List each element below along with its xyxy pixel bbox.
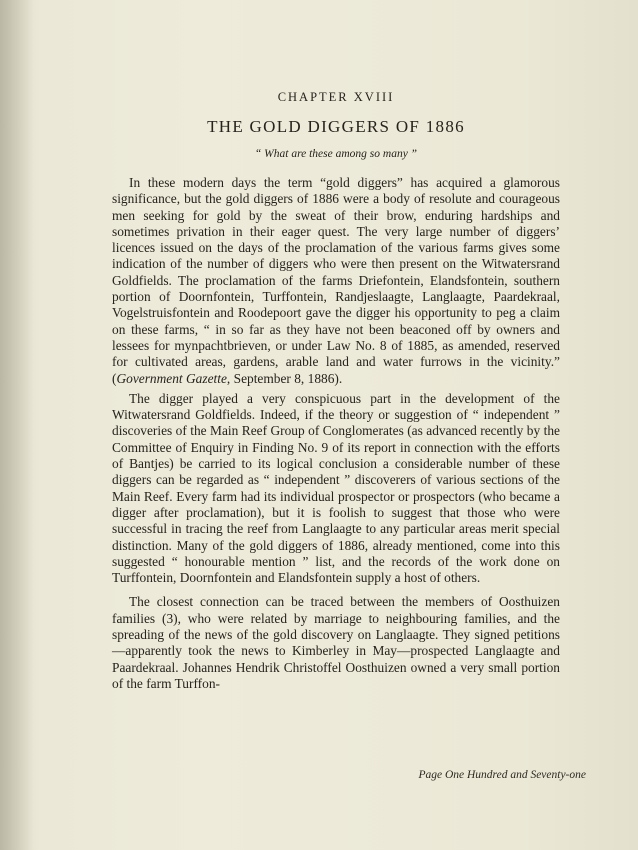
paragraph-1 xyxy=(112,175,560,387)
paragraph-1-citation: Government Gazette xyxy=(116,370,227,386)
paragraph-1-end: , September 8, 1886). xyxy=(226,370,343,386)
page-content xyxy=(112,90,560,696)
chapter-title: THE GOLD DIGGERS OF 1886 xyxy=(207,117,465,136)
paragraph-2: The digger played a very conspicuous part in the development of the Witwatersrand Goldfields. Indeed, if the theory or suggestion of “ independent ” discoveries of the Main Reef Group of Conglomerates (as advanced recently by the Committee of Enquiry in Finding No. 9 of its report in connection with the efforts of Bantjes) be carried to its logical conclusion a considerable number of these diggers can be regarded as “ independent ” discoverers of various sections of the Main Reef. Every farm had its individual prospector or prospectors (who became a digger after proclamation), but it is foolish to suggest that those who were successful in tracing the reef from Langlaagte to any particular areas merit special distinction. Many of the gold diggers of 1886, already mentioned, come into this suggested “ honourable mention ” list, and the records of the work done on Turffontein, Doornfontein and Elandsfontein supply a host of others. xyxy=(112,390,560,586)
chapter-epigraph: “ What are these among so many ” xyxy=(254,148,418,160)
paragraph-3: The closest connection can be traced between the members of Oosthuizen families (3), who were related by marriage to neighbouring families, and the spreading of the news of the gold discovery on Langlaagte. They signed petitions—apparently took the news to Kimberley in May—prospected Langlaagte and Paardekraal. Johannes Hendrik Christoffel Oosthuizen owned a very small portion of the farm Turffon- xyxy=(112,594,560,691)
binding-shadow xyxy=(0,0,34,850)
paragraph-1-text: In these modern days the term “gold diggers” has acquired a glamorous significance, but the gold diggers of 1886 were a body of resolute and courageous men seeking for gold by the sweat of their brow, enduring hardships and sometimes privation in their eager quest. The very large number of diggers’ licences issued on the days of the proclamation of the various farms gives some indication of the number of diggers who were then present on the Witwatersrand Goldfields. The proclamation of the farms Driefontein, Elandsfontein, southern portion of Doornfontein, Turffontein, Randjeslaagte, Langlaagte, Paardekraal, Vogelstruisfontein and Roodepoort gave the digger his opportunity to peg a claim on these farms, “ in so far as they have not been beaconed off by owners and lessees for mynpachtbrieven, or under Law No. 8 of 1885, as amended, reserved for cultivated areas, gardens, arable land and water furrows in the vicinity.” ( xyxy=(112,175,560,386)
page-number-footer: Page One Hundred and Seventy-one xyxy=(418,769,586,781)
chapter-number: CHAPTER XVIII xyxy=(277,90,395,104)
